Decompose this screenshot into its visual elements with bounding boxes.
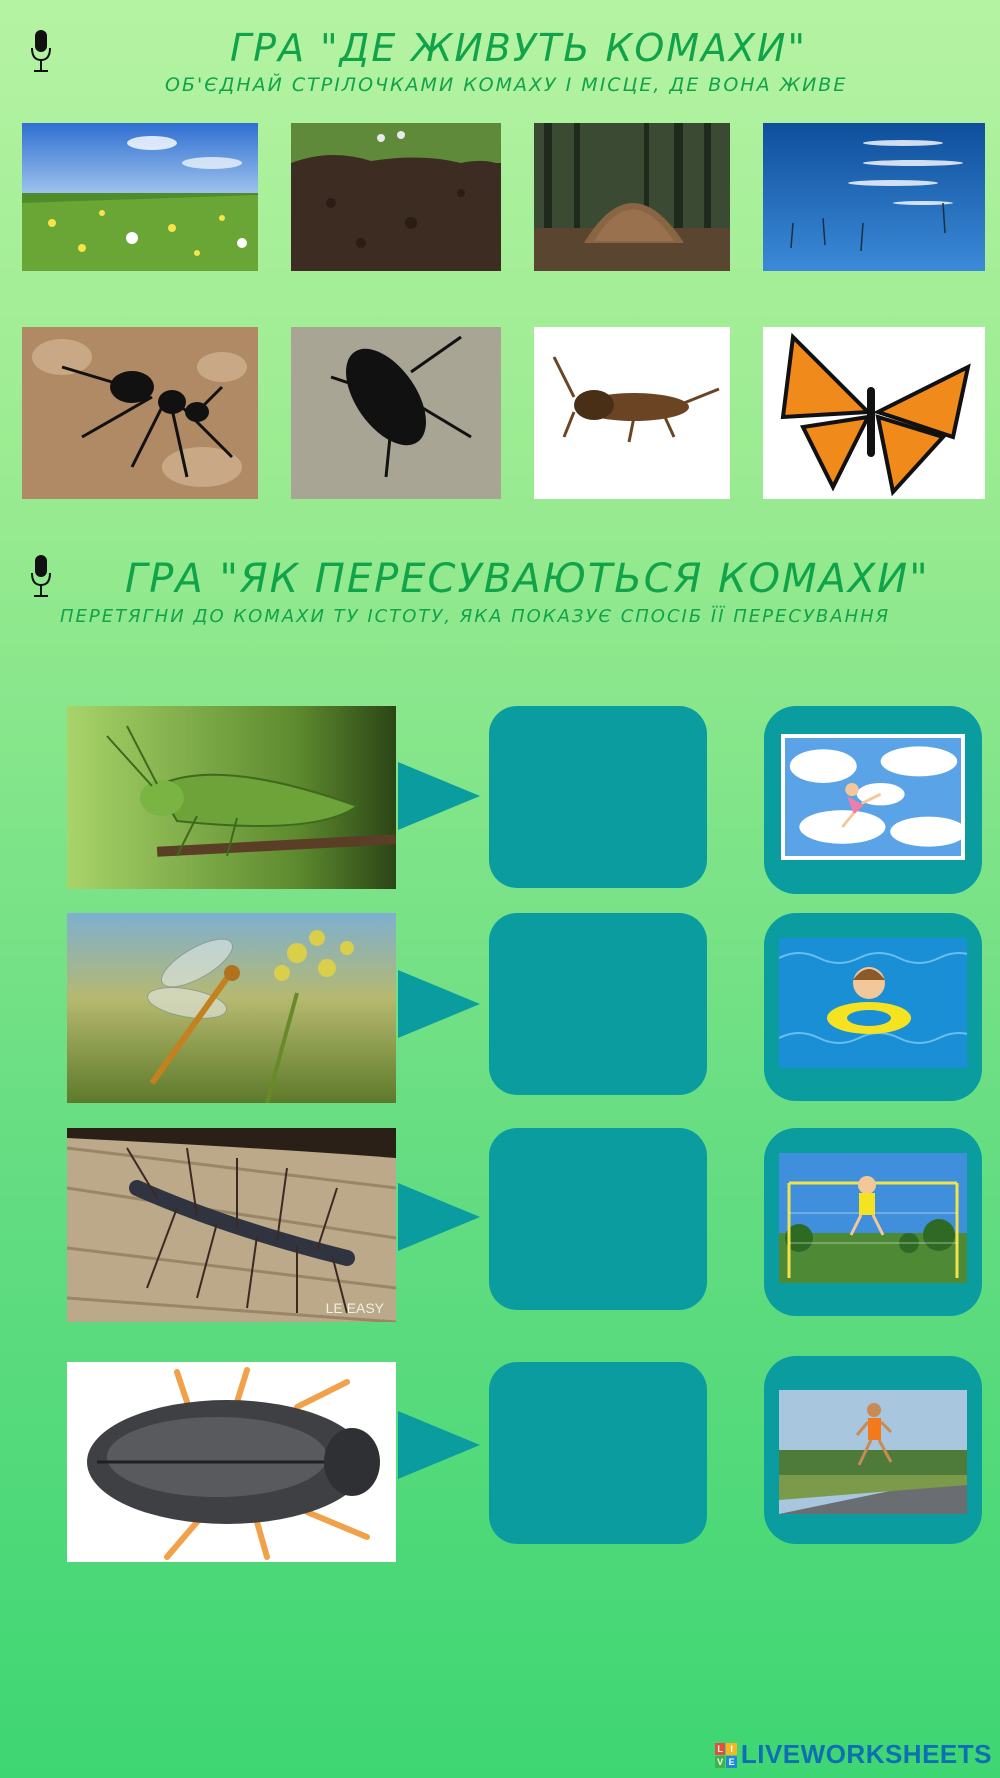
insect-dragonfly-image [67, 913, 396, 1103]
habitat-water-image[interactable] [763, 123, 985, 271]
insect-butterfly-image[interactable] [763, 327, 985, 499]
insect-mole-cricket-image[interactable] [534, 327, 730, 499]
insect-grasshopper-image [67, 706, 396, 889]
drop-target-box[interactable] [489, 913, 707, 1095]
drop-target-box[interactable] [489, 1128, 707, 1310]
answer-option-card[interactable] [764, 706, 982, 894]
game-instruction-habitats: ОБ'ЄДНАЙ СТРІЛОЧКАМИ КОМАХУ І МІСЦЕ, ДЕ ВОНА ЖИВЕ [165, 74, 848, 96]
habitat-anthill-image[interactable] [534, 123, 730, 271]
game-title-movement: ГРА "ЯК ПЕРЕСУВАЮТЬСЯ КОМАХИ" [125, 556, 930, 602]
microphone-icon[interactable] [30, 28, 52, 74]
running-man-image [779, 1390, 967, 1514]
swimming-child-image [779, 938, 967, 1068]
answer-option-card[interactable] [764, 1128, 982, 1316]
brand-name: LIVEWORKSHEETS [740, 1739, 992, 1769]
insect-water-beetle-image[interactable] [291, 327, 501, 499]
answer-option-card[interactable] [764, 913, 982, 1101]
liveworksheets-logo[interactable] [715, 1739, 992, 1770]
flying-child-image [785, 738, 961, 856]
drop-target-box[interactable] [489, 706, 707, 888]
game-title-habitats: ГРА "ДЕ ЖИВУТЬ КОМАХИ" [230, 26, 807, 70]
habitat-soil-image[interactable] [291, 123, 501, 271]
microphone-icon[interactable] [30, 553, 52, 599]
arrow-right-icon [398, 970, 480, 1038]
answer-option-card[interactable] [764, 1356, 982, 1544]
arrow-right-icon [398, 1411, 480, 1479]
insect-ant-image[interactable] [22, 327, 258, 499]
arrow-right-icon [398, 1183, 480, 1251]
insect-diving-beetle-image [67, 1362, 396, 1562]
habitat-meadow-image[interactable] [22, 123, 258, 271]
liveworksheets-logo-icon: L I V E [715, 1743, 737, 1767]
arrow-right-icon [398, 762, 480, 830]
image-watermark: LE EASY [325, 1300, 384, 1316]
game-instruction-movement: ПЕРЕТЯГНИ ДО КОМАХИ ТУ ІСТОТУ, ЯКА ПОКАЗУЄ СПОСІБ ЇЇ ПЕРЕСУВАННЯ [60, 606, 891, 627]
jumping-child-image [779, 1153, 967, 1283]
insect-centipede-image [67, 1128, 396, 1322]
drop-target-box[interactable] [489, 1362, 707, 1544]
